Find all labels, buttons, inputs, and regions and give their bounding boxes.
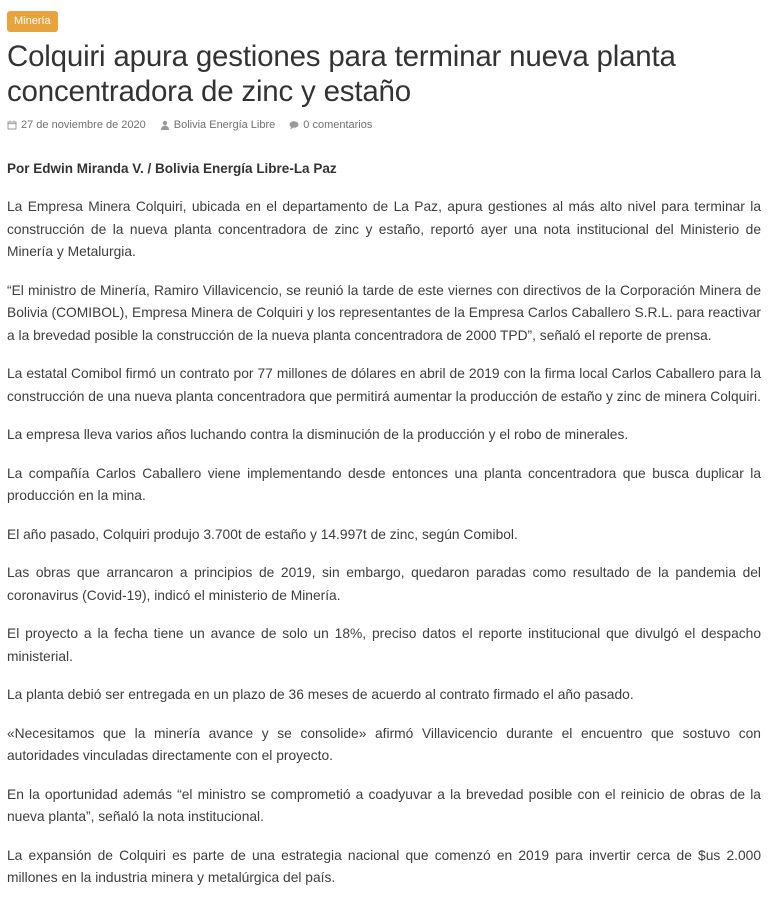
category-badge[interactable]: Minería [7, 11, 58, 32]
paragraph: La compañía Carlos Caballero viene implementando desde entonces una planta concentradora que busca duplicar la producción en la mina. [7, 465, 761, 503]
paragraph: El año pasado, Colquiri produjo 3.700t de estaño y 14.997t de zinc, según Comibol. [7, 526, 518, 542]
post-date: 27 de noviembre de 2020 [21, 119, 146, 131]
comments-link[interactable] [289, 118, 372, 132]
post-date-link[interactable] [7, 118, 146, 132]
paragraph: La empresa lleva varios años luchando contra la disminución de la producción y el robo de minerales. [7, 427, 629, 442]
calendar-icon [7, 120, 17, 130]
paragraph: «Necesitamos que la minería avance y se consolide» afirmó Villavicencio durante el encuentro que sostuvo con autoridades vinculadas directamente con el proyecto. [7, 725, 761, 763]
paragraph: La Empresa Minera Colquiri, ubicada en el departamento de La Paz, apura gestiones al más alto nivel para terminar la construcción de la nueva planta concentradora de zinc y estaño, reportó ayer una nota institucional del Ministerio de Minería y Metalurgia. [7, 199, 761, 259]
article-title: Colquiri apura gestiones para terminar nueva planta concentradora de zinc y estaño [7, 40, 676, 108]
paragraph: La planta debió ser entregada en un plazo de 36 meses de acuerdo al contrato firmado el año pasado. [7, 687, 634, 702]
paragraph: Las obras que arrancaron a principios de 2019, sin embargo, quedaron paradas como resultado de la pandemia del coronavirus (Covid-19), indicó el ministerio de Minería. [7, 565, 761, 603]
user-icon [160, 120, 170, 130]
comments-count: 0 comentarios [303, 119, 373, 131]
article-body [7, 196, 761, 890]
author-link[interactable] [160, 118, 276, 132]
article-meta [7, 118, 761, 132]
paragraph: El proyecto a la fecha tiene un avance de solo un 18%, preciso datos el reporte institucional que divulgó el despacho ministerial. [7, 626, 761, 664]
comment-icon [289, 120, 299, 130]
paragraph: En la oportunidad además “el ministro se comprometió a coadyuvar a la brevedad posible con el reinicio de obras de la nueva planta”, señaló la nota institucional. [7, 786, 761, 824]
paragraph: La expansión de Colquiri es parte de una estrategia nacional que comenzó en 2019 para invertir cerca de $us 2.000 millones en la industria minera y metalúrgica del país. [7, 847, 761, 885]
paragraph: “El ministro de Minería, Ramiro Villavicencio, se reunió la tarde de este viernes con directivos de la Corporación Minera de Bolivia (COMIBOL), Empresa Minera de Colquiri y los representantes de la Empresa Carlos Caballero S.R.L. para reactivar a la brevedad posible la construcción de la nueva planta concentradora de 2000 TPD”, señaló el reporte de prensa. [7, 282, 761, 343]
author-name: Bolivia Energía Libre [173, 119, 276, 131]
byline: Por Edwin Miranda V. / Bolivia Energía Libre-La Paz [7, 161, 337, 176]
paragraph: La estatal Comibol firmó un contrato por 77 millones de dólares en abril de 2019 con la firma local Carlos Caballero para la construcción de una nueva planta concentradora que permitirá aumentar la producción de estaño y zinc de minera Colquiri. [7, 366, 761, 404]
